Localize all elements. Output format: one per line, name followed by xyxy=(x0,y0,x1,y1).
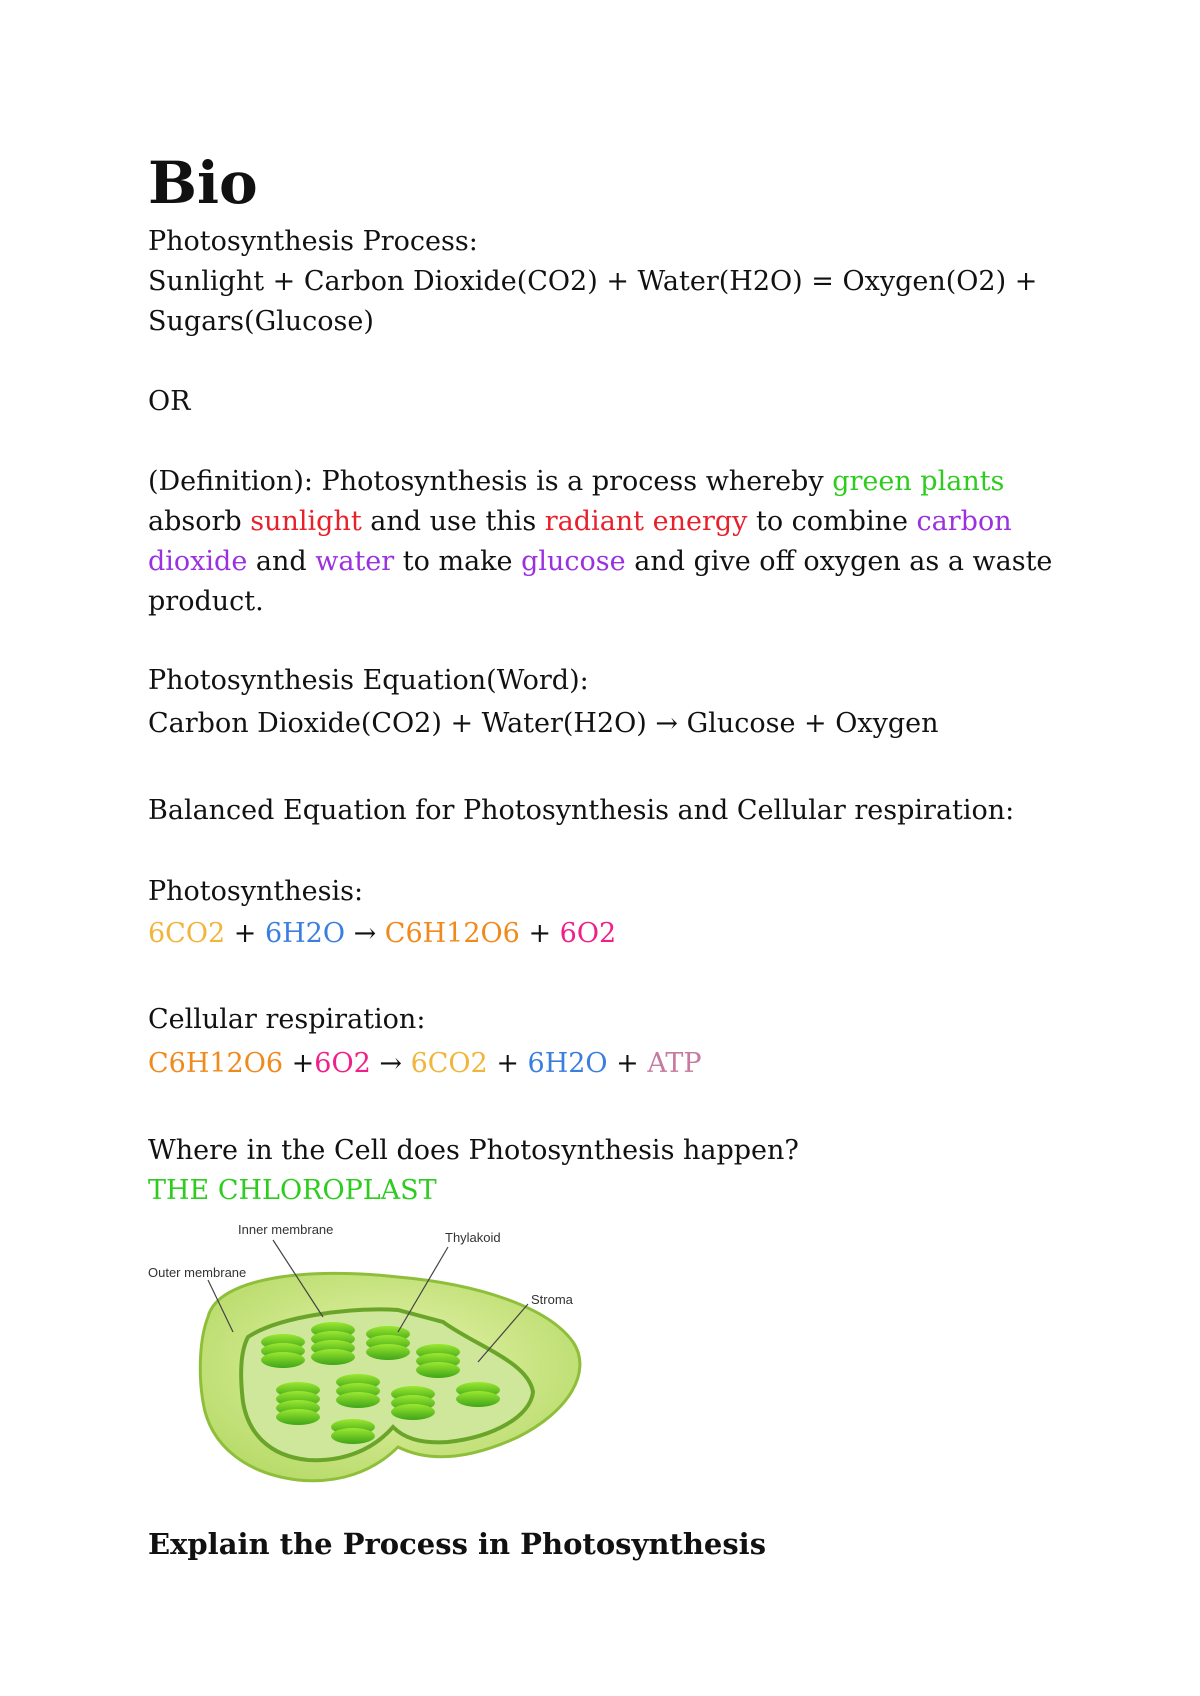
text-run: sunlight xyxy=(250,506,362,537)
word-equation-heading: Photosynthesis Equation(Word): xyxy=(148,665,589,696)
text-run: + xyxy=(283,1048,315,1079)
text-run: + xyxy=(607,1048,648,1079)
text-run: 6CO2 xyxy=(148,918,226,949)
outer-membrane-label: Outer membrane xyxy=(148,1265,247,1280)
text-run: → xyxy=(345,918,385,949)
text-run: and give off oxygen as a waste xyxy=(625,546,1053,577)
text-run: green plants xyxy=(832,466,1005,497)
text-run: dioxide xyxy=(148,546,248,577)
balanced-heading: Balanced Equation for Photosynthesis and Cellular respiration: xyxy=(148,795,1015,826)
text-run: C6H12O6 xyxy=(148,1048,284,1079)
text-run: 6CO2 xyxy=(410,1048,488,1079)
text-run: C6H12O6 xyxy=(384,918,520,949)
text-run: and use this xyxy=(361,506,545,537)
page-title: Bio xyxy=(148,149,258,217)
thylakoid-label: Thylakoid xyxy=(445,1230,501,1245)
definition-line3 xyxy=(148,542,1052,582)
text-run: 6O2 xyxy=(559,918,617,949)
text-run: to make xyxy=(394,546,522,577)
text-run: and xyxy=(247,546,316,577)
text-run: 6H2O xyxy=(527,1048,608,1079)
text-run: carbon xyxy=(916,506,1012,537)
photosynthesis-heading: Photosynthesis: xyxy=(148,876,364,907)
text-run: radiant energy xyxy=(544,506,748,537)
word-equation: Carbon Dioxide(CO2) + Water(H2O) → Glucose + Oxygen xyxy=(148,708,939,739)
text-run: + xyxy=(225,918,265,949)
process-heading: Photosynthesis Process: xyxy=(148,226,478,257)
text-run: product. xyxy=(148,586,264,617)
inner-membrane-label: Inner membrane xyxy=(238,1222,334,1237)
text-run: → xyxy=(370,1048,411,1079)
text-run: absorb xyxy=(148,506,251,537)
respiration-equation xyxy=(148,1044,702,1084)
where-question: Where in the Cell does Photosynthesis happen? xyxy=(148,1135,799,1166)
text-run: ATP xyxy=(647,1048,702,1079)
chloroplast-diagram xyxy=(148,1222,628,1492)
text-run: 6O2 xyxy=(314,1048,371,1079)
stroma-label: Stroma xyxy=(531,1292,573,1307)
definition-line4 xyxy=(148,582,264,622)
or-text: OR xyxy=(148,386,191,417)
text-run: to combine xyxy=(747,506,917,537)
process-equation-line1: Sunlight + Carbon Dioxide(CO2) + Water(H2O) = Oxygen(O2) + xyxy=(148,266,1038,297)
text-run: 6H2O xyxy=(264,918,345,949)
text-run: water xyxy=(315,546,395,577)
definition-line1 xyxy=(148,462,1004,502)
respiration-heading: Cellular respiration: xyxy=(148,1004,426,1035)
text-run: + xyxy=(487,1048,528,1079)
text-run: + xyxy=(519,918,560,949)
photosynthesis-equation xyxy=(148,914,616,954)
explain-heading: Explain the Process in Photosynthesis xyxy=(148,1527,767,1561)
definition-line2 xyxy=(148,502,1012,542)
where-answer: THE CHLOROPLAST xyxy=(148,1175,437,1206)
text-run: (Definition): Photosynthesis is a process whereby xyxy=(148,466,833,497)
text-run: glucose xyxy=(521,546,626,577)
process-equation-line2: Sugars(Glucose) xyxy=(148,306,374,337)
